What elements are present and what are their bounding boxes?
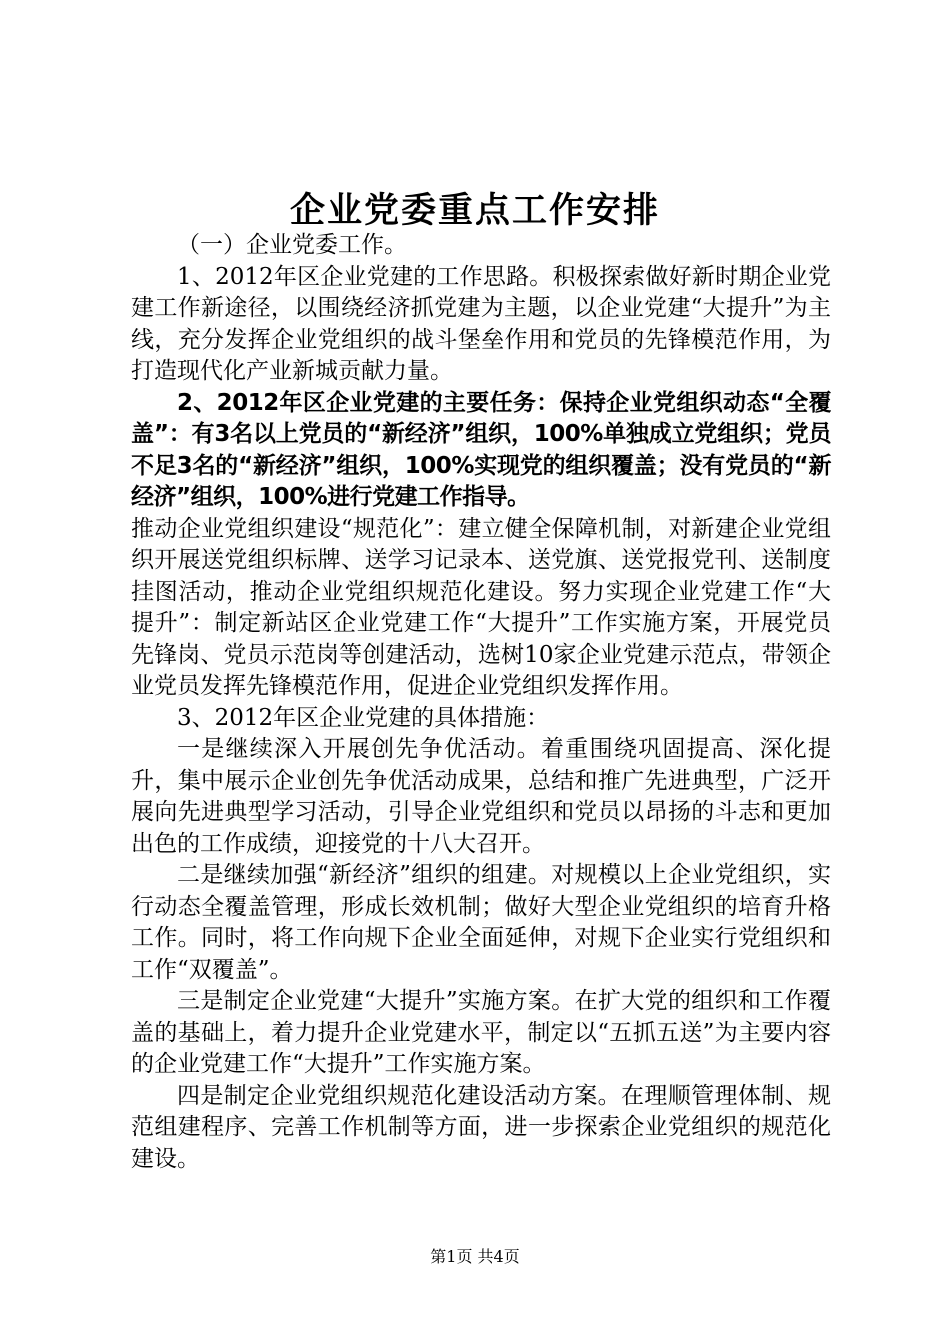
paragraph-work-approach: 1、2012年区企业党建的工作思路。积极探索做好新时期企业党建工作新途径，以围绕经济抓党建为主题，以企业党建“大提升”为主线，充分发挥企业党组织的战斗堡垒作用和党员的先锋模范作用，为打造现代化产业新城贡献力量。: [131, 263, 831, 384]
document-title: 企业党委重点工作安排: [289, 191, 660, 231]
paragraph-measures-heading: 3、2012年区企业党建的具体措施：: [177, 704, 550, 731]
paragraph-measure-four: 四是制定企业党组织规范化建设活动方案。在理顺管理体制、规范组建程序、完善工作机制等方面，进一步探索企业党组织的规范化建设。: [131, 1082, 831, 1172]
section-heading: （一）企业党委工作。: [177, 232, 407, 258]
paragraph-standardization: 推动企业党组织建设“规范化”：建立健全保障机制，对新建企业党组织开展送党组织标牌、送学习记录本、送党旗、送党报党刊、送制度挂图活动，推动企业党组织规范化建设。努力实现企业党建工作“大提升”：制定新站区企业党建工作“大提升”工作实施方案，开展党员先锋岗、党员示范岗等创建活动，选树10家企业党建示范点，带领企业党员发挥先锋模范作用，促进企业党组织发挥作用。: [131, 515, 831, 699]
document-body: [131, 230, 831, 1175]
paragraph-measure-one: 一是继续深入开展创先争优活动。着重围绕巩固提高、深化提升，集中展示企业创先争优活动成果，总结和推广先进典型，广泛开展向先进典型学习活动，引导企业党组织和党员以昂扬的斗志和更加出色的工作成绩，迎接党的十八大召开。: [131, 736, 831, 857]
page-footer: 第1页 共4页: [430, 1247, 520, 1266]
paragraph-main-tasks: 2、2012年区企业党建的主要任务：保持企业党组织动态“全覆盖”：有3名以上党员的“新经济”组织，100%单独成立党组织；党员不足3名的“新经济”组织，100%实现党的组织覆盖；没有党员的“新经济”组织，100%进行党建工作指导。: [131, 389, 831, 510]
paragraph-measure-two: 二是继续加强“新经济”组织的组建。对规模以上企业党组织，实行动态全覆盖管理，形成长效机制；做好大型企业党组织的培育升格工作。同时，将工作向规下企业全面延伸，对规下企业实行党组织和工作“双覆盖”。: [131, 862, 831, 983]
paragraph-measure-three: 三是制定企业党建“大提升”实施方案。在扩大党的组织和工作覆盖的基础上，着力提升企业党建水平，制定以“五抓五送”为主要内容的企业党建工作“大提升”工作实施方案。: [131, 988, 831, 1077]
